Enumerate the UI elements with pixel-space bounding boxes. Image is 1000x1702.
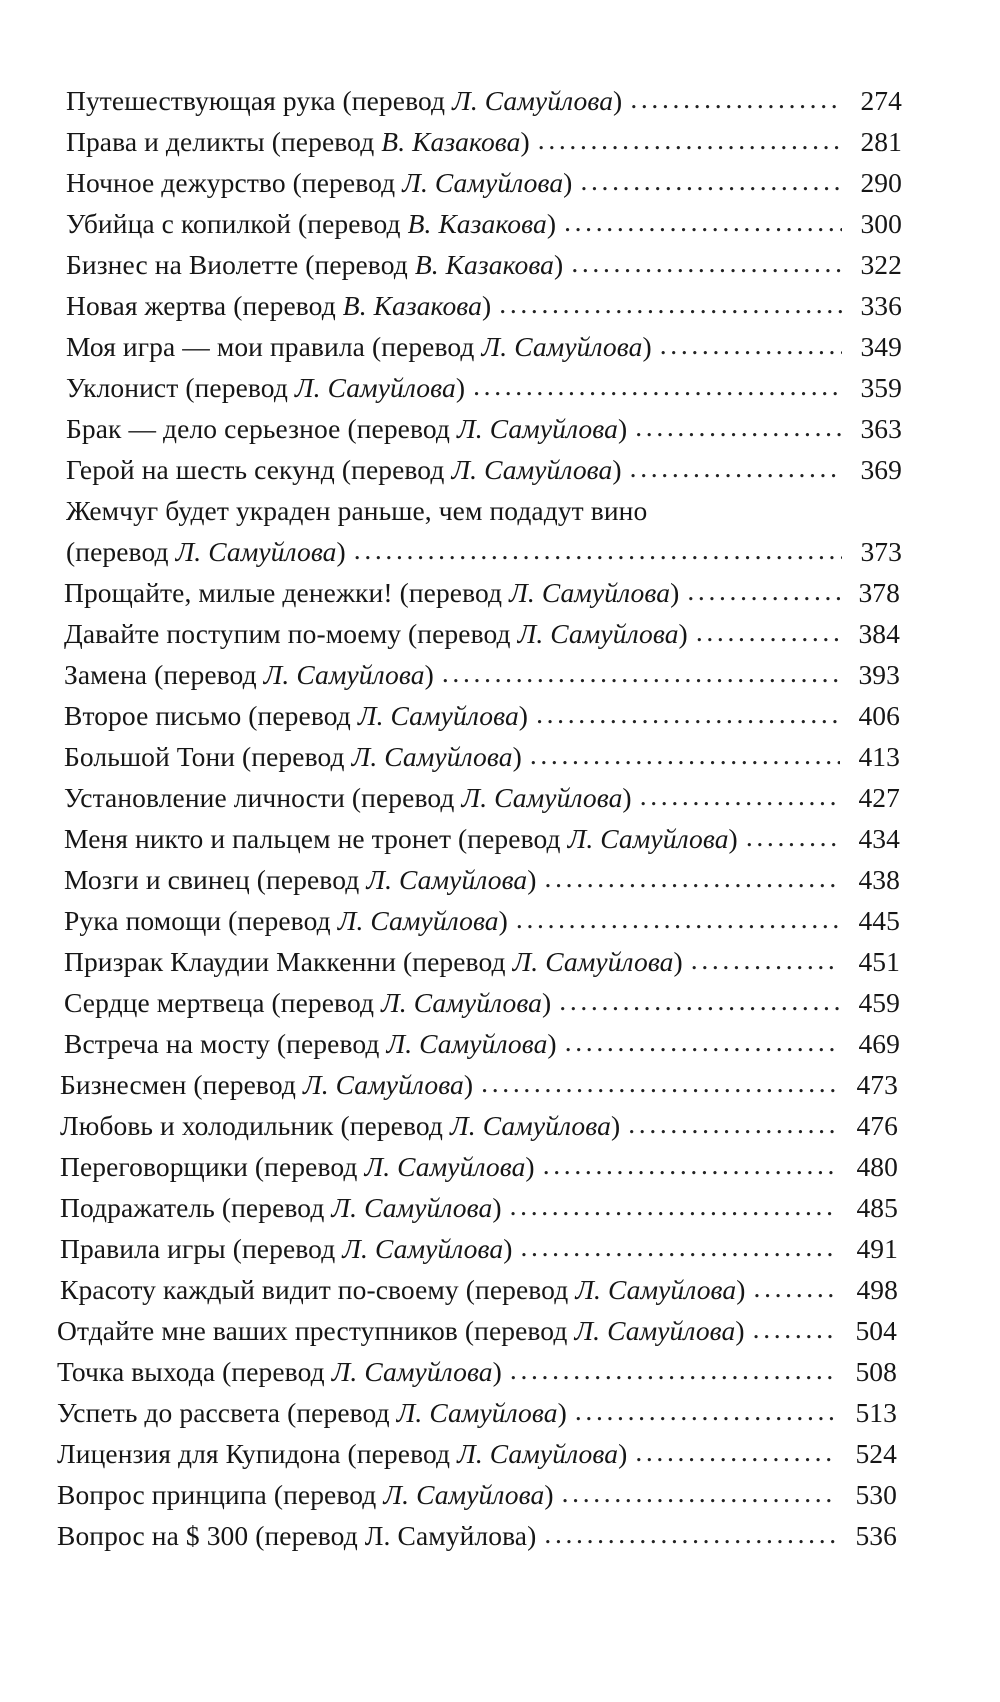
page-number: 393 xyxy=(858,659,900,690)
page-number: 504 xyxy=(855,1315,897,1346)
dot-leader xyxy=(354,529,842,570)
toc-entry xyxy=(64,654,900,695)
translator-prefix: перевод xyxy=(163,659,257,690)
entry-title: Ночное дежурство xyxy=(66,167,286,198)
toc-entry xyxy=(60,1146,898,1187)
translator-prefix: перевод xyxy=(301,167,396,198)
entry-title: Сердце мертвеца xyxy=(64,987,265,1018)
entry-line xyxy=(66,531,902,572)
entry-title-wrap: Подражатель (перевод Л. Самуйлова) xyxy=(60,1192,502,1223)
translator-prefix: перевод xyxy=(351,85,446,116)
translator-prefix: перевод xyxy=(356,413,451,444)
translator-name: Л. Самуйлова xyxy=(357,700,519,731)
translator-prefix: перевод xyxy=(75,536,169,567)
translator-prefix: перевод xyxy=(356,1438,451,1469)
toc-entry xyxy=(64,859,900,900)
entry-title: Герой на шесть секунд xyxy=(66,454,335,485)
translator-name: Л. Самуйлова xyxy=(175,536,337,567)
translator-name: В. Казакова xyxy=(414,249,555,280)
entry-title-wrap: Меня никто и пальцем не тронет (перевод Л. Самуйлова) xyxy=(64,823,738,854)
toc-entry xyxy=(60,1187,898,1228)
entry-title: Отдайте мне ваших преступников xyxy=(57,1315,458,1346)
entry-line xyxy=(66,326,902,367)
page-number: 413 xyxy=(858,741,900,772)
translator-name: Л. Самуйлова xyxy=(294,372,456,403)
toc-entry xyxy=(64,982,900,1023)
entry-title: Путешествующая рука xyxy=(66,85,336,116)
entry-line xyxy=(64,572,900,613)
translator-name: Л. Самуйлова xyxy=(331,1356,493,1387)
toc-entry xyxy=(64,572,900,613)
toc-entry xyxy=(64,818,900,859)
entry-title-wrap: Красоту каждый видит по-своему (перевод Л. Самуйлова) xyxy=(60,1274,746,1305)
dot-leader xyxy=(538,119,842,160)
entry-title-wrap: Второе письмо (перевод Л. Самуйлова) xyxy=(64,700,529,731)
entry-title: Большой Тони xyxy=(64,741,236,772)
translator-name: Л. Самуйлова xyxy=(331,1192,493,1223)
entry-line xyxy=(64,982,900,1023)
dot-leader xyxy=(530,734,840,775)
translator-name: Л. Самуйлова xyxy=(575,1274,737,1305)
translator-prefix: перевод xyxy=(202,1069,296,1100)
translator-prefix: перевод xyxy=(475,1274,569,1305)
toc-entry xyxy=(57,1433,897,1474)
entry-title-wrap: Лицензия для Купидона (перевод Л. Самуйлова) xyxy=(57,1438,628,1469)
toc-entry xyxy=(66,203,902,244)
translator-prefix: перевод xyxy=(231,1192,325,1223)
page-number: 281 xyxy=(860,126,902,157)
entry-title: Вопрос принципа xyxy=(57,1479,267,1510)
page-number: 469 xyxy=(858,1028,900,1059)
dot-leader xyxy=(536,693,840,734)
dot-leader xyxy=(571,242,842,283)
page-number: 536 xyxy=(855,1520,897,1551)
page-number: 498 xyxy=(856,1274,898,1305)
dot-leader xyxy=(640,775,840,816)
entry-line xyxy=(60,1269,898,1310)
entry-title-wrap: Моя игра — мои правила (перевод Л. Самуйлова) xyxy=(66,331,652,362)
dot-leader xyxy=(473,365,842,406)
entry-title: Красоту каждый видит по-своему xyxy=(60,1274,459,1305)
dot-leader xyxy=(510,1185,838,1226)
page-number: 524 xyxy=(855,1438,897,1469)
entry-title-wrap: Любовь и холодильник (перевод Л. Самуйлова) xyxy=(60,1110,621,1141)
translator-name: Л. Самуйлова xyxy=(457,413,618,444)
entry-line xyxy=(66,244,902,285)
translator-name: Л. Самуйлова xyxy=(567,823,729,854)
translator-prefix: перевод xyxy=(412,946,506,977)
translator-prefix: перевод xyxy=(237,905,331,936)
dot-leader xyxy=(696,611,840,652)
entry-title: Переговорщики xyxy=(60,1151,248,1182)
entry-title: Точка выхода xyxy=(57,1356,216,1387)
translator-prefix: перевод xyxy=(194,372,288,403)
entry-title-wrap: Уклонист (перевод Л. Самуйлова) xyxy=(66,372,466,403)
translator-name: Л. Самуйлова xyxy=(452,85,614,116)
page-number: 406 xyxy=(858,700,900,731)
toc-entry xyxy=(64,695,900,736)
translator-name: Л. Самуйлова xyxy=(517,618,679,649)
dot-leader xyxy=(499,283,842,324)
entry-line xyxy=(64,818,900,859)
toc-entry xyxy=(64,1023,900,1064)
dot-leader xyxy=(635,406,842,447)
entry-line xyxy=(66,449,902,490)
dot-leader xyxy=(559,980,840,1021)
entry-title-wrap: Замена (перевод Л. Самуйлова) xyxy=(64,659,434,690)
translator-name: Л. Самуйлова xyxy=(351,741,513,772)
entry-title-wrap: Вопрос принципа (перевод Л. Самуйлова) xyxy=(57,1479,554,1510)
entry-line xyxy=(60,1146,898,1187)
entry-line xyxy=(66,203,902,244)
entry-title: Любовь и холодильник xyxy=(60,1110,334,1141)
toc-entry xyxy=(64,613,900,654)
dot-leader xyxy=(562,1472,837,1513)
dot-leader xyxy=(580,160,842,201)
entry-title-wrap: Правила игры (перевод Л. Самуйлова) xyxy=(60,1233,513,1264)
entry-line xyxy=(60,1228,898,1269)
toc-entry xyxy=(66,326,902,367)
entry-line xyxy=(66,285,902,326)
entry-title: Новая жертва xyxy=(66,290,227,321)
toc-entry xyxy=(64,900,900,941)
entry-title-wrap: Права и деликты (перевод В. Казакова) xyxy=(66,126,530,157)
entry-title-wrap: Бизнесмен (перевод Л. Самуйлова) xyxy=(60,1069,474,1100)
toc-entry xyxy=(57,1474,897,1515)
toc-entry xyxy=(66,367,902,408)
toc-entry xyxy=(57,1351,897,1392)
dot-leader xyxy=(543,1144,838,1185)
toc-entry xyxy=(66,285,902,326)
entry-title-wrap: Переговорщики (перевод Л. Самуйлова) xyxy=(60,1151,535,1182)
translator-name: В. Казакова xyxy=(342,290,483,321)
entry-title: Мозги и свинец xyxy=(64,864,250,895)
entry-title-wrap: Мозги и свинец (перевод Л. Самуйлова) xyxy=(64,864,537,895)
entry-title: Бизнесмен xyxy=(60,1069,187,1100)
entry-title: Подражатель xyxy=(60,1192,215,1223)
page-number: 459 xyxy=(858,987,900,1018)
entry-title: Вопрос на $ 300 xyxy=(57,1520,249,1551)
entry-title-wrap: Встреча на мосту (перевод Л. Самуйлова) xyxy=(64,1028,557,1059)
page-number: 445 xyxy=(858,905,900,936)
entry-title-wrap: (перевод Л. Самуйлова) xyxy=(66,536,346,567)
dot-leader xyxy=(481,1062,838,1103)
page-number: 491 xyxy=(856,1233,898,1264)
entry-title-wrap: Успеть до рассвета (перевод Л. Самуйлова) xyxy=(57,1397,567,1428)
entry-line xyxy=(66,367,902,408)
translator-prefix: перевод xyxy=(231,1356,325,1387)
translator-name: Л. Самуйлова xyxy=(509,577,671,608)
entry-line xyxy=(57,1310,897,1351)
entry-title: Уклонист xyxy=(66,372,179,403)
translator-prefix: перевод xyxy=(264,1520,358,1551)
entry-line xyxy=(57,1474,897,1515)
toc-entry xyxy=(64,941,900,982)
entry-title: Прощайте, милые денежки! xyxy=(64,577,393,608)
translator-name: Л. Самуйлова xyxy=(450,1110,611,1141)
entry-line xyxy=(60,1187,898,1228)
dot-leader xyxy=(753,1308,837,1349)
translator-name: Л. Самуйлова xyxy=(512,946,674,977)
translator-name: Л. Самуйлова xyxy=(364,1151,526,1182)
translator-name: Л. Самуйлова xyxy=(386,1028,548,1059)
page-number: 480 xyxy=(856,1151,898,1182)
entry-title: Права и деликты xyxy=(66,126,265,157)
page-number: 373 xyxy=(860,536,902,567)
dot-leader xyxy=(630,447,842,488)
entry-title-wrap: Большой Тони (перевод Л. Самуйлова) xyxy=(64,741,522,772)
toc-entry xyxy=(66,80,902,121)
entry-title: Правила игры xyxy=(60,1233,226,1264)
page-number: 300 xyxy=(860,208,902,239)
entry-title-wrap: Бизнес на Виолетте (перевод В. Казакова) xyxy=(66,249,564,280)
toc-entry xyxy=(66,449,902,490)
translator-name: Л. Самуйлова xyxy=(402,167,564,198)
page-number: 378 xyxy=(858,577,900,608)
toc-entry xyxy=(60,1064,898,1105)
page-number: 530 xyxy=(855,1479,897,1510)
translator-name: Л. Самуйлова xyxy=(451,454,613,485)
page-number: 384 xyxy=(858,618,900,649)
entry-line xyxy=(64,859,900,900)
entry-title-wrap: Новая жертва (перевод В. Казакова) xyxy=(66,290,492,321)
page-number: 473 xyxy=(856,1069,898,1100)
entry-title-wrap: Рука помощи (перевод Л. Самуйлова) xyxy=(64,905,508,936)
translator-name: В. Казакова xyxy=(407,208,547,239)
entry-line xyxy=(64,1023,900,1064)
translator-prefix: перевод xyxy=(264,1151,358,1182)
translator-prefix: перевод xyxy=(474,1315,568,1346)
dot-leader xyxy=(516,898,840,939)
translator-prefix: перевод xyxy=(349,1110,444,1141)
translator-name: Л. Самуйлова xyxy=(461,782,623,813)
translator-name: В. Казакова xyxy=(381,126,521,157)
dot-leader xyxy=(564,201,842,242)
entry-line xyxy=(64,777,900,818)
translator-name: Л. Самуйлова xyxy=(381,987,543,1018)
dot-leader xyxy=(628,1103,838,1144)
dot-leader xyxy=(442,652,840,693)
translator-name: Л. Самуйлова xyxy=(457,1438,619,1469)
dot-leader xyxy=(510,1349,837,1390)
toc-entry xyxy=(57,1310,897,1351)
entry-line xyxy=(64,654,900,695)
page-number: 322 xyxy=(860,249,902,280)
entry-title-wrap: Призрак Клаудии Маккенни (перевод Л. Самуйлова) xyxy=(64,946,683,977)
translator-prefix: перевод xyxy=(408,577,503,608)
entry-title: Установление личности xyxy=(64,782,345,813)
page-number: 451 xyxy=(858,946,900,977)
translator-name: Л. Самуйлова xyxy=(574,1315,736,1346)
dot-leader xyxy=(635,1431,837,1472)
entry-title-wrap: Точка выхода (перевод Л. Самуйлова) xyxy=(57,1356,502,1387)
entry-title-wrap: Герой на шесть секунд (перевод Л. Самуйлова) xyxy=(66,454,622,485)
page-number: 434 xyxy=(858,823,900,854)
page-number: 274 xyxy=(860,85,902,116)
entry-line xyxy=(66,80,902,121)
entry-title: Встреча на мосту xyxy=(64,1028,270,1059)
entry-line xyxy=(66,121,902,162)
entry-title: Меня никто и пальцем не тронет xyxy=(64,823,452,854)
translator-name: Л. Самуйлова xyxy=(481,331,643,362)
page-number: 438 xyxy=(858,864,900,895)
translator-prefix: перевод xyxy=(314,249,408,280)
toc-entry xyxy=(57,1392,897,1433)
entry-title-line1: Жемчуг будет украден раньше, чем подадут вино xyxy=(66,495,648,526)
dot-leader xyxy=(575,1390,837,1431)
translator-name: Л. Самуйлова xyxy=(383,1479,545,1510)
entry-line xyxy=(64,613,900,654)
entry-line xyxy=(57,1351,897,1392)
translator-name: Л. Самуйлова xyxy=(364,1520,528,1551)
entry-line xyxy=(57,1433,897,1474)
entry-line xyxy=(66,162,902,203)
entry-title-wrap: Брак — дело серьезное (перевод Л. Самуйлова) xyxy=(66,413,628,444)
entry-title: Лицензия для Купидона xyxy=(57,1438,341,1469)
entry-title: Замена xyxy=(64,659,148,690)
dot-leader xyxy=(544,1513,837,1554)
entry-line xyxy=(64,736,900,777)
translator-prefix: перевод xyxy=(286,1028,380,1059)
translator-name: Л. Самуйлова xyxy=(302,1069,464,1100)
dot-leader xyxy=(545,857,840,898)
page-number: 508 xyxy=(855,1356,897,1387)
translator-name: Л. Самуйлова xyxy=(263,659,425,690)
toc-entry xyxy=(66,408,902,449)
entry-title: Успеть до рассвета xyxy=(57,1397,281,1428)
entry-title-wrap: Прощайте, милые денежки! (перевод Л. Самуйлова) xyxy=(64,577,680,608)
entry-line xyxy=(57,1392,897,1433)
entry-title-wrap: Ночное дежурство (перевод Л. Самуйлова) xyxy=(66,167,573,198)
toc-entry xyxy=(64,736,900,777)
translator-name: Л. Самуйлова xyxy=(366,864,528,895)
page-number: 359 xyxy=(860,372,902,403)
entry-line xyxy=(57,1515,897,1556)
toc-entry xyxy=(66,490,902,572)
entry-title-wrap: Путешествующая рука (перевод Л. Самуйлова) xyxy=(66,85,623,116)
entry-title-wrap: Убийца с копилкой (перевод В. Казакова) xyxy=(66,208,557,239)
entry-title: Бизнес на Виолетте xyxy=(66,249,299,280)
entry-line xyxy=(64,695,900,736)
entry-title-wrap: Установление личности (перевод Л. Самуйлова) xyxy=(64,782,632,813)
page-number: 485 xyxy=(856,1192,898,1223)
page-number: 476 xyxy=(856,1110,898,1141)
toc-entry xyxy=(60,1269,898,1310)
page-number: 427 xyxy=(858,782,900,813)
translator-prefix: перевод xyxy=(381,331,475,362)
translator-prefix: перевод xyxy=(280,987,375,1018)
entry-title: Рука помощи xyxy=(64,905,222,936)
dot-leader xyxy=(687,570,840,611)
toc-list xyxy=(0,80,1000,1556)
page-number: 363 xyxy=(860,413,902,444)
translator-prefix: перевод xyxy=(283,1479,377,1510)
dot-leader xyxy=(521,1226,839,1267)
translator-prefix: перевод xyxy=(241,1233,336,1264)
translator-prefix: перевод xyxy=(266,864,360,895)
translator-prefix: перевод xyxy=(257,700,351,731)
entry-line xyxy=(60,1105,898,1146)
translator-prefix: перевод xyxy=(280,126,375,157)
entry-line xyxy=(60,1064,898,1105)
entry-title-wrap: Отдайте мне ваших преступников (перевод Л. Самуйлова) xyxy=(57,1315,745,1346)
page-number: 290 xyxy=(860,167,902,198)
entry-title-wrap: Сердце мертвеца (перевод Л. Самуйлова) xyxy=(64,987,552,1018)
translator-prefix: перевод xyxy=(351,454,445,485)
entry-title: Призрак Клаудии Маккенни xyxy=(64,946,397,977)
entry-title-wrap: Вопрос на $ 300 (перевод Л. Самуйлова) xyxy=(57,1520,537,1551)
toc-entry xyxy=(60,1228,898,1269)
translator-prefix: перевод xyxy=(361,782,455,813)
translator-prefix: перевод xyxy=(242,290,336,321)
translator-name: Л. Самуйлова xyxy=(337,905,499,936)
toc-entry xyxy=(64,777,900,818)
dot-leader xyxy=(746,816,840,857)
translator-prefix: перевод xyxy=(417,618,511,649)
translator-prefix: перевод xyxy=(296,1397,390,1428)
toc-entry xyxy=(66,162,902,203)
translator-prefix: перевод xyxy=(251,741,345,772)
dot-leader xyxy=(691,939,840,980)
toc-entry xyxy=(57,1515,897,1556)
page-number: 349 xyxy=(860,331,902,362)
dot-leader xyxy=(754,1267,838,1308)
entry-title: Второе письмо xyxy=(64,700,242,731)
entry-title: Убийца с копилкой xyxy=(66,208,292,239)
entry-title: Брак — дело серьезное xyxy=(66,413,341,444)
toc-entry xyxy=(66,121,902,162)
entry-line xyxy=(64,941,900,982)
entry-title: Давайте поступим по-моему xyxy=(64,618,402,649)
translator-prefix: перевод xyxy=(467,823,561,854)
entry-title: Моя игра — мои правила xyxy=(66,331,365,362)
page-number: 369 xyxy=(860,454,902,485)
translator-prefix: перевод xyxy=(307,208,401,239)
page-number: 336 xyxy=(860,290,902,321)
entry-line xyxy=(64,900,900,941)
entry-line xyxy=(66,408,902,449)
dot-leader xyxy=(630,78,842,119)
toc-entry xyxy=(66,244,902,285)
translator-name: Л. Самуйлова xyxy=(342,1233,504,1264)
table-of-contents-page xyxy=(0,80,1000,1556)
dot-leader xyxy=(660,324,842,365)
toc-entry xyxy=(60,1105,898,1146)
dot-leader xyxy=(565,1021,840,1062)
page-number: 513 xyxy=(855,1397,897,1428)
entry-title-wrap: Давайте поступим по-моему (перевод Л. Самуйлова) xyxy=(64,618,688,649)
translator-name: Л. Самуйлова xyxy=(396,1397,558,1428)
